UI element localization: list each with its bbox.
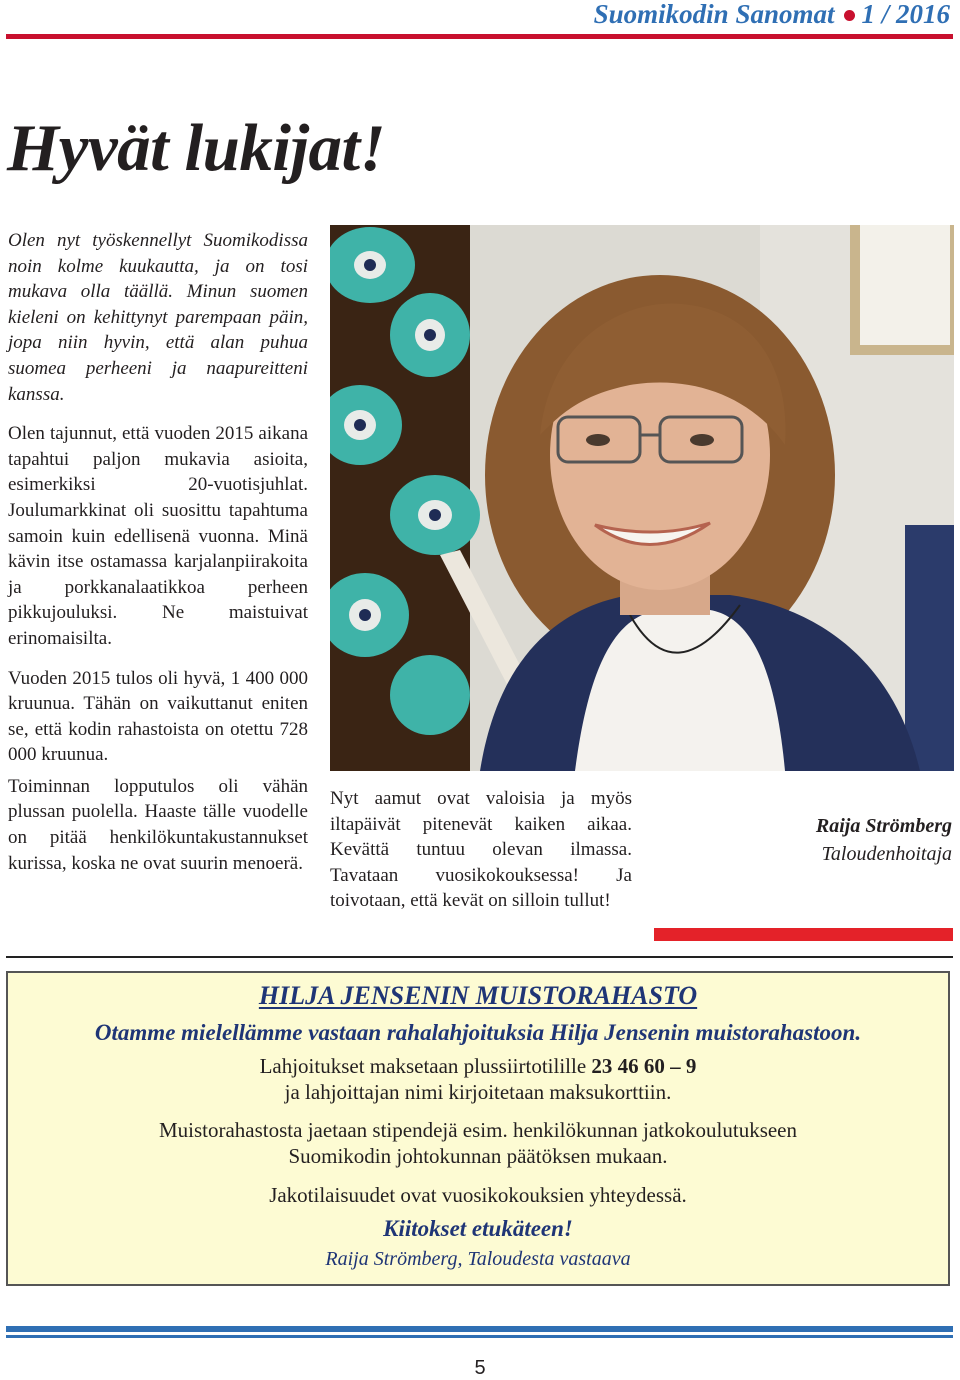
portrait-illustration <box>330 225 954 771</box>
fund-payment-line <box>8 1053 948 1079</box>
footer-rule-thin <box>6 1335 953 1338</box>
fund-payment-note: ja lahjoittajan nimi kirjoitetaan maksukorttiin. <box>284 1080 672 1104</box>
author-signature <box>660 812 952 868</box>
article-paragraph-5: Nyt aamut ovat valoisia ja myös iltapäivät pitenevät kaiken aikaa. Kevättä tuntuu olevan ilmassa. Tavataan vuosikokouksessa! Ja toivotaan, että kevät on silloin tullut! <box>330 788 632 912</box>
fund-account-number: 23 46 60 – 9 <box>591 1054 697 1078</box>
fund-lead: Otamme mielellämme vastaan rahalahjoituksia Hilja Jensenin muistorahastoon. <box>94 1020 862 1045</box>
header-rule <box>6 34 953 39</box>
article-paragraph-2: Olen tajunnut, että vuoden 2015 aikana tapahtui paljon mukavia asioita, esimerkiksi 20-vuotisjuhlat. Joulumarkkinat oli suosittu tapahtuma samoin kuin edellisenä vuonna. Minä kävin itse ostamassa karjalanpiirakoita ja porkkanalaatikkoa perheen pikkujouluksi. Ne maistuivat erinomaisilta. <box>8 423 308 649</box>
issue-number: 1 / 2016 <box>861 0 950 29</box>
article-column-right <box>330 786 632 914</box>
running-header <box>594 0 950 28</box>
publication-name: Suomikodin Sanomat <box>593 0 835 29</box>
article-title: Hyvät lukijat! <box>7 111 386 185</box>
author-role: Taloudenhoitaja <box>821 843 952 865</box>
fund-thanks: Kiitokset etukäteen! <box>383 1216 573 1241</box>
section-separator <box>6 956 953 958</box>
page-number: 5 <box>474 1357 486 1379</box>
signature-rule <box>654 928 953 941</box>
fund-distribution-line: Jakotilaisuudet ovat vuosikokouksien yhteydessä. <box>269 1183 687 1207</box>
fund-usage-note: Suomikodin johtokunnan päätöksen mukaan. <box>288 1144 668 1168</box>
fund-payment-text: Lahjoitukset maksetaan plussiirtotilille <box>259 1054 592 1078</box>
fund-title: HILJA JENSENIN MUISTORAHASTO <box>258 981 698 1010</box>
footer-rule-thick <box>6 1326 953 1332</box>
article-paragraph-3: Vuoden 2015 tulos oli hyvä, 1 400 000 kruunua. Tähän on vaikuttanut eniten se, että kodin rahastoista on otettu 728 000 kruunua. <box>8 667 308 766</box>
article-paragraph-4: Toiminnan lopputulos oli vähän plussan puolella. Haaste tälle vuodelle on pitää henkilökuntakustannukset kurissa, koska ne ovat suurin menoerä. <box>8 775 308 874</box>
fund-usage-line: Muistorahastosta jaetaan stipendejä esim. henkilökunnan jatkokoulutukseen <box>158 1118 798 1142</box>
article-paragraph-1: Olen nyt työskennellyt Suomikodissa noin kolme kuukautta, ja on tosi mukava olla täällä. Minun suomen kieleni on kehittynyt parempaan päin, jopa niin hyvin, että alan puhua suomea perheeni ja naapureitteni kanssa. <box>8 230 308 405</box>
author-photo <box>330 225 954 771</box>
fund-signature: Raija Strömberg, Taloudesta vastaava <box>325 1248 631 1270</box>
bullet-icon <box>844 10 855 21</box>
article-column-left <box>8 228 308 890</box>
memorial-fund-box <box>6 971 950 1286</box>
author-name: Raija Strömberg <box>815 815 952 837</box>
